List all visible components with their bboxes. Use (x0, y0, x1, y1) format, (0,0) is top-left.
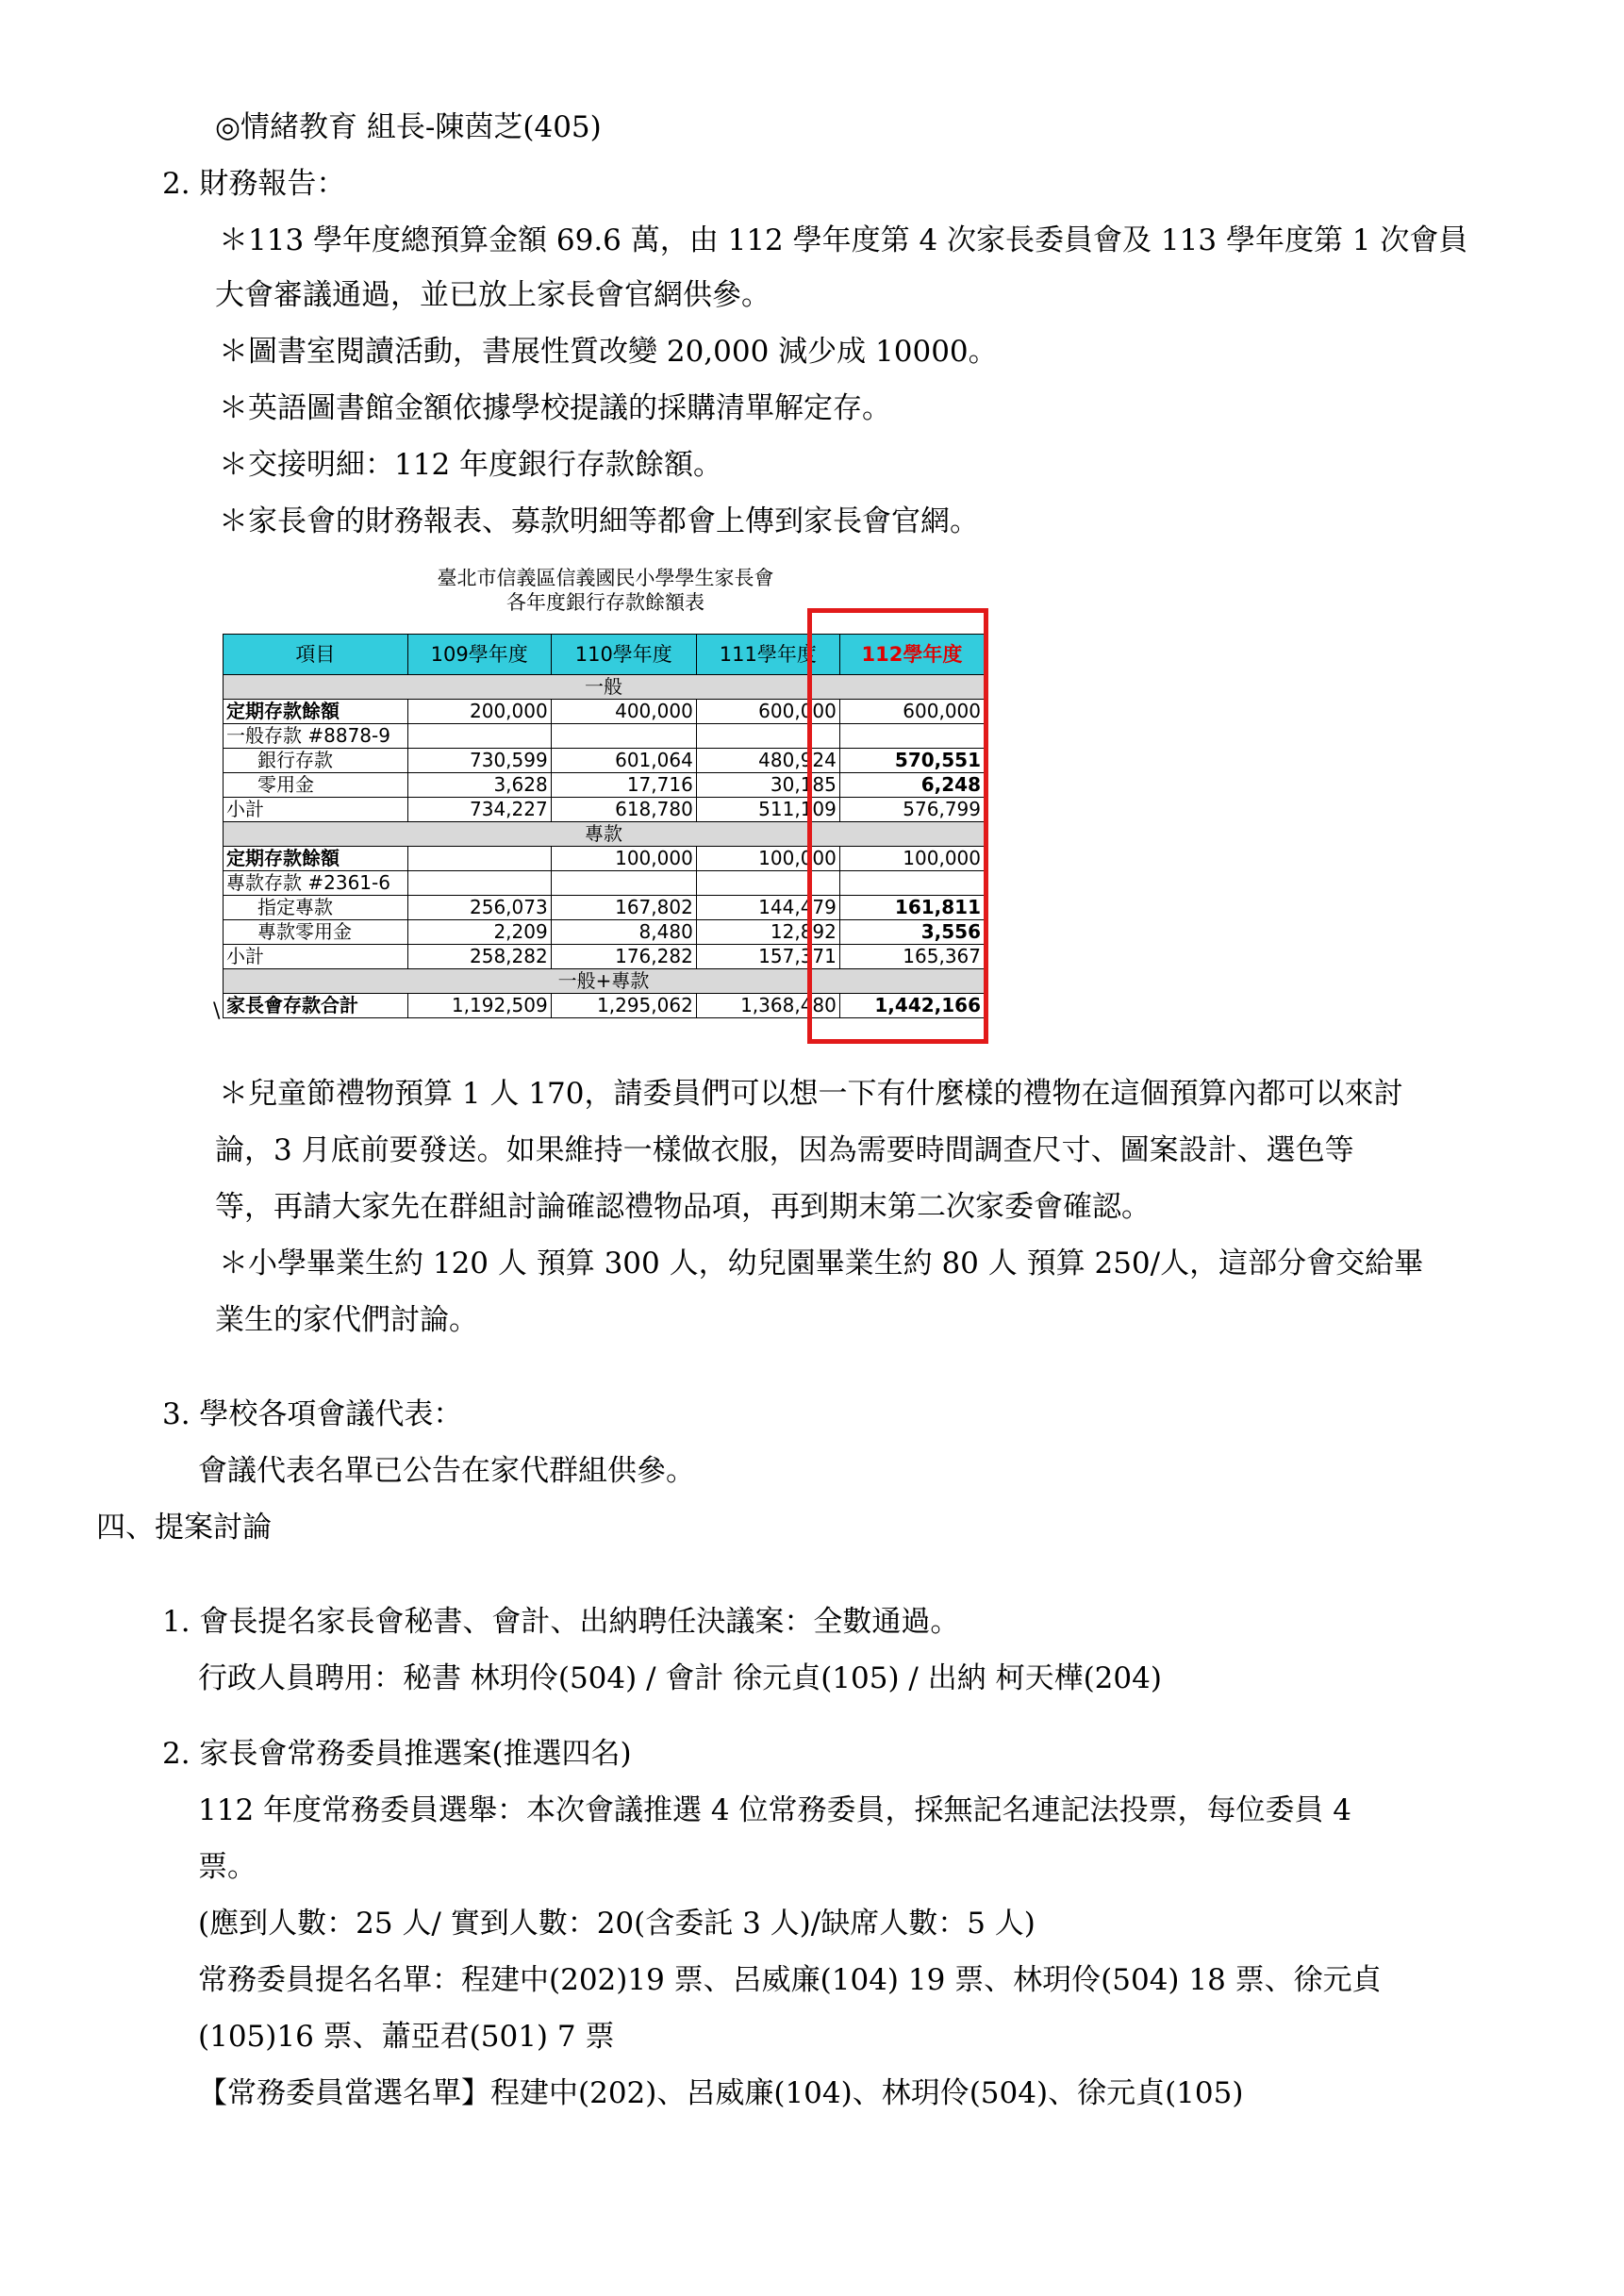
cell-value: 480,924 (696, 749, 839, 773)
cell-value: 1,442,166 (839, 994, 984, 1018)
row-label: 小計 (224, 798, 408, 822)
table-title-association: 臺北市信義區信義國民小學學生家長會 (437, 567, 774, 589)
cell-value: 3,628 (407, 773, 551, 798)
row-label: 專款零用金 (224, 920, 408, 945)
heading-proposal-1: 1. 會長提名家長會秘書、會計、出納聘任決議案：全數通過。 (162, 1605, 960, 1639)
cell-value: 1,192,509 (407, 994, 551, 1018)
cell-value: 157,371 (696, 945, 839, 969)
cell-value: 6,248 (839, 773, 984, 798)
row-label: 家長會存款合計 (224, 994, 408, 1018)
line-budget-total: ＊113 學年度總預算金額 69.6 萬，由 112 學年度第 4 次家長委員會及 113 學年度第 1 次會員 (219, 223, 1468, 257)
cell-value: 200,000 (407, 700, 551, 724)
row-label: 零用金 (224, 773, 408, 798)
line-emotion-education: ◎情緒教育 組長-陳茵芝(405) (215, 110, 602, 144)
line-graduates-discuss: 業生的家代們討論。 (215, 1303, 478, 1337)
heading-finance-report: 2. 財務報告： (162, 167, 346, 201)
cell-value: 511,109 (696, 798, 839, 822)
line-childrens-day-gift: ＊兒童節禮物預算 1 人 170，請委員們可以想一下有什麼樣的禮物在這個預算內都可以來討 (219, 1077, 1403, 1111)
cell-value: 167,802 (551, 896, 696, 920)
line-budget-approved: 大會審議通過，並已放上家長會官網供參。 (215, 278, 771, 312)
line-elected-list: 【常務委員當選名單】程建中(202)、呂威廉(104)、林玥伶(504)、徐元貞(105) (198, 2076, 1244, 2110)
section-label-special: 專款 (224, 822, 985, 847)
cell-value: 8,480 (551, 920, 696, 945)
cell-value: 400,000 (551, 700, 696, 724)
cell-value: 2,209 (407, 920, 551, 945)
heading-proposals: 四、提案討論 (96, 1511, 272, 1544)
cell-value: 601,064 (551, 749, 696, 773)
line-library-activity: ＊圖書室閱讀活動，書展性質改變 20,000 減少成 10000。 (219, 335, 998, 369)
cell-value: 576,799 (839, 798, 984, 822)
line-financial-upload: ＊家長會的財務報表、募款明細等都會上傳到家長會官網。 (219, 504, 979, 538)
section-label-general: 一般 (224, 675, 985, 700)
cell-value: 176,282 (551, 945, 696, 969)
line-reps-announced: 會議代表名單已公告在家代群組供參。 (198, 1454, 695, 1488)
header-year-110: 110學年度 (551, 635, 696, 675)
line-gift-confirm: 等，再請大家先在群組討論確認禮物品項，再到期末第二次家委會確認。 (215, 1190, 1151, 1224)
row-label: 定期存款餘額 (224, 847, 408, 871)
cell-value: 256,073 (407, 896, 551, 920)
cell-value: 600,000 (839, 700, 984, 724)
line-graduates-budget: ＊小學畢業生約 120 人 預算 300 人，幼兒園畢業生約 80 人 預算 250/人，這部分會交給畢 (219, 1247, 1424, 1280)
cell-value: 1,295,062 (551, 994, 696, 1018)
cell-value: 258,282 (407, 945, 551, 969)
header-item: 項目 (224, 635, 408, 675)
row-label: 定期存款餘額 (224, 700, 408, 724)
line-english-library: ＊英語圖書館金額依據學校提議的採購清單解定存。 (219, 391, 891, 425)
row-label: 銀行存款 (224, 749, 408, 773)
heading-meeting-reps: 3. 學校各項會議代表： (162, 1397, 463, 1431)
cell-value: 30,185 (696, 773, 839, 798)
row-label: 小計 (224, 945, 408, 969)
cell-value: 3,556 (839, 920, 984, 945)
cell-value (407, 847, 551, 871)
cell-value: 600,000 (696, 700, 839, 724)
cell-value: 165,367 (839, 945, 984, 969)
line-election-method: 112 年度常務委員選舉：本次會議推選 4 位常務委員，採無記名連記法投票，每位委員 4 (198, 1793, 1352, 1827)
header-year-111: 111學年度 (696, 635, 839, 675)
line-staff-appointment: 行政人員聘用：秘書 林玥伶(504) / 會計 徐元貞(105) / 出納 柯天樺(204) (198, 1661, 1162, 1695)
line-nominees-cont: (105)16 票、蕭亞君(501) 7 票 (198, 2020, 615, 2054)
cell-value: 570,551 (839, 749, 984, 773)
cell-value: 161,811 (839, 896, 984, 920)
cell-value: 100,000 (696, 847, 839, 871)
cell-value: 12,892 (696, 920, 839, 945)
cell-value: 100,000 (839, 847, 984, 871)
cell-value: 734,227 (407, 798, 551, 822)
line-gift-deadline: 論，3 月底前要發送。如果維持一樣做衣服，因為需要時間調查尺寸、圖案設計、選色等 (215, 1133, 1354, 1167)
row-label: 一般存款 #8878-9 (224, 724, 408, 749)
line-attendance: (應到人數：25 人/ 實到人數：20(含委託 3 人)/缺席人數：5 人) (198, 1907, 1036, 1941)
cell-value: 618,780 (551, 798, 696, 822)
table-corner-mark: \ (213, 999, 221, 1023)
section-label-total: 一般+專款 (224, 969, 985, 994)
heading-proposal-2: 2. 家長會常務委員推選案(推選四名) (162, 1737, 632, 1771)
line-handover-detail: ＊交接明細：112 年度銀行存款餘額。 (219, 448, 723, 482)
row-label: 指定專款 (224, 896, 408, 920)
highlight-box-112 (807, 608, 988, 1044)
cell-value: 100,000 (551, 847, 696, 871)
cell-value: 144,479 (696, 896, 839, 920)
line-election-method-cont: 票。 (198, 1850, 257, 1884)
line-nominees: 常務委員提名名單：程建中(202)19 票、呂威廉(104) 19 票、林玥伶(504) 18 票、徐元貞 (198, 1963, 1382, 1997)
table-title-subtitle: 各年度銀行存款餘額表 (506, 591, 704, 614)
cell-value: 17,716 (551, 773, 696, 798)
header-year-112: 112學年度 (839, 635, 984, 675)
cell-value: 730,599 (407, 749, 551, 773)
header-year-109: 109學年度 (407, 635, 551, 675)
row-label: 專款存款 #2361-6 (224, 871, 408, 896)
cell-value: 1,368,480 (696, 994, 839, 1018)
